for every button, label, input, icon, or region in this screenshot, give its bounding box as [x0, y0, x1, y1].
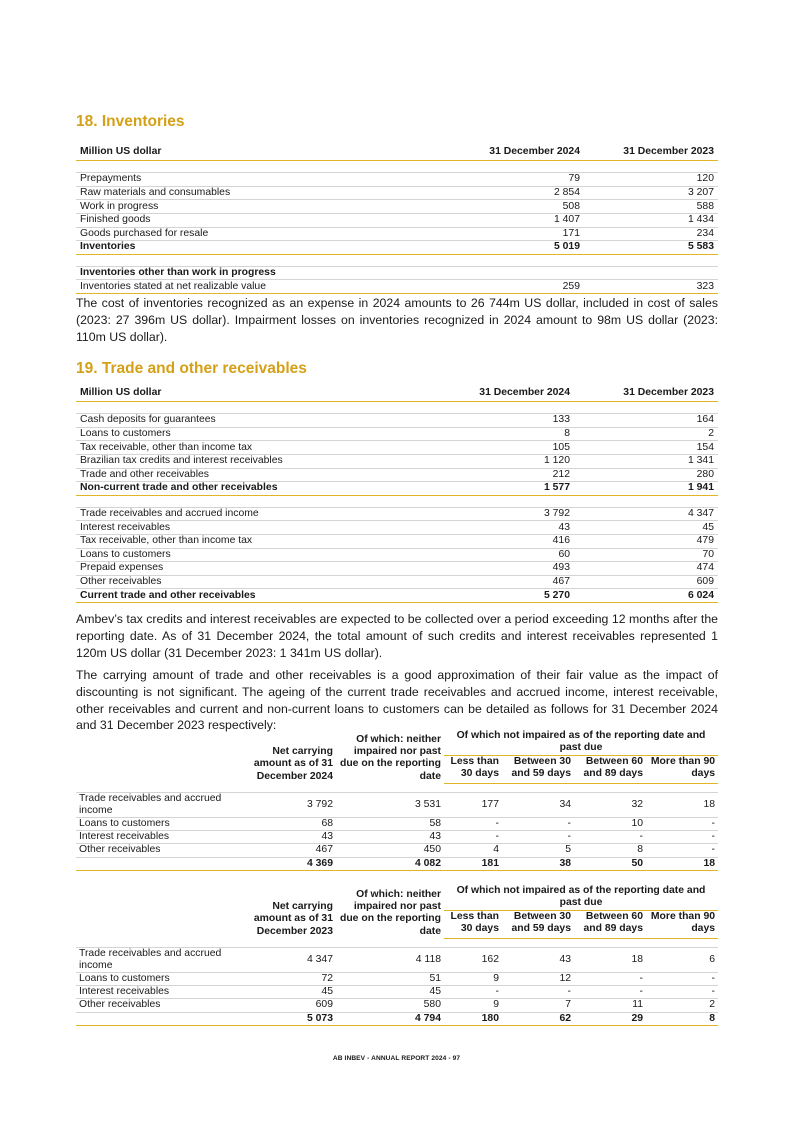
- inventories-note: The cost of inventories recognized as an expense in 2024 amounts to 26 744m US dollar, included in cost of sales (2023: 27 396m US dollar). Impairment losses on inventories recognized in 2024 amount to 98m US dollar (2023: 110m US dollar).: [76, 296, 718, 344]
- column-header: More than 90 days: [646, 755, 718, 783]
- table-row: Goods purchased for resale 171 234: [76, 227, 718, 241]
- page-footer: AB INBEV - ANNUAL REPORT 2024 - 97: [332, 1055, 461, 1062]
- receivables-paragraph-2: The carrying amount of trade and other receivables is a good approximation of their fair value as the impact of discounting is not significant. The ageing of the current trade receivables and accrued income, interest receivable, other receivables and current and non-current loans to customers can be detailed as follows for 31 December 2024 and 31 December 2023 respectively:: [76, 668, 718, 733]
- table-row: Trade receivables and accrued income 3 792 4 347: [76, 507, 718, 521]
- section-title-inventories: 18. Inventories: [76, 113, 185, 130]
- table-row: Trade receivables and accrued income 4 347 4 118 162 43 18 6: [76, 947, 718, 972]
- table-row: Brazilian tax credits and interest receivables 1 120 1 341: [76, 454, 718, 468]
- group-header: Of which not impaired as of the reporting date and past due: [444, 730, 718, 755]
- sub-heading-row: Inventories other than work in progress: [76, 266, 718, 280]
- column-header: Million US dollar: [76, 146, 326, 161]
- table-row: Loans to customers 72 51 9 12 - -: [76, 973, 718, 986]
- total-row: 5 073 4 794 180 62 29 8: [76, 1012, 718, 1025]
- total-row: 4 369 4 082 181 38 50 18: [76, 857, 718, 870]
- section-title-receivables: 19. Trade and other receivables: [76, 360, 307, 377]
- inventories-table: [76, 146, 718, 294]
- receivables-table: [76, 387, 718, 603]
- ageing-table-2023: [76, 885, 718, 1026]
- column-header: Million US dollar: [76, 387, 376, 402]
- column-header: Net carrying amount as of 31 December 2024: [253, 745, 333, 782]
- group-header: Of which not impaired as of the reporting date and past due: [444, 885, 718, 910]
- column-header: Between 60 and 89 days: [574, 755, 646, 783]
- column-header: More than 90 days: [646, 910, 718, 938]
- table-row: Work in progress 508 588: [76, 200, 718, 214]
- table-row: Trade and other receivables 212 280: [76, 468, 718, 482]
- table-row: Finished goods 1 407 1 434: [76, 213, 718, 227]
- column-header: 31 December 2024: [376, 387, 574, 402]
- table-row: Raw materials and consumables 2 854 3 207: [76, 186, 718, 200]
- column-header: Between 30 and 59 days: [502, 910, 574, 938]
- column-header: 31 December 2023: [574, 387, 718, 402]
- table-row: Loans to customers 60 70: [76, 548, 718, 562]
- table-row: Tax receivable, other than income tax 105 154: [76, 441, 718, 455]
- total-row: Current trade and other receivables 5 270 6 024: [76, 589, 718, 603]
- column-header: Between 30 and 59 days: [502, 755, 574, 783]
- column-header: Net carrying amount as of 31 December 2023: [253, 900, 333, 937]
- table-row: Interest receivables 43 45: [76, 521, 718, 535]
- table-row: Prepayments 79 120: [76, 173, 718, 187]
- ageing-table-2024: [76, 730, 718, 871]
- column-header: Of which: neither impaired nor past due on the reporting date: [339, 888, 441, 937]
- column-header: Of which: neither impaired nor past due on the reporting date: [339, 733, 441, 782]
- table-row: Cash deposits for guarantees 133 164: [76, 414, 718, 428]
- table-row: Trade receivables and accrued income 3 792 3 531 177 34 32 18: [76, 792, 718, 817]
- table-row: Other receivables 609 580 9 7 11 2: [76, 999, 718, 1012]
- receivables-paragraph-1: Ambev’s tax credits and interest receivables are expected to be collected over a period exceeding 12 months after the reporting date. As of 31 December 2024, the total amount of such credits and interest receivables represented 1 120m US dollar (31 December 2023: 1 341m US dollar).: [76, 612, 718, 660]
- table-row: Loans to customers 8 2: [76, 427, 718, 441]
- column-header: Less than 30 days: [444, 910, 502, 938]
- table-row: Loans to customers 68 58 - - 10 -: [76, 818, 718, 831]
- table-row: Interest receivables 45 45 - - - -: [76, 986, 718, 999]
- table-row: Inventories stated at net realizable value 259 323: [76, 280, 718, 294]
- table-row: Other receivables 467 450 4 5 8 -: [76, 844, 718, 857]
- table-row: Prepaid expenses 493 474: [76, 562, 718, 576]
- total-row: Non-current trade and other receivables 1 577 1 941: [76, 482, 718, 496]
- column-header: Between 60 and 89 days: [574, 910, 646, 938]
- column-header: 31 December 2024: [326, 146, 584, 161]
- column-header: Less than 30 days: [444, 755, 502, 783]
- column-header: 31 December 2023: [584, 146, 718, 161]
- table-row: Tax receivable, other than income tax 416 479: [76, 534, 718, 548]
- total-row: Inventories 5 019 5 583: [76, 241, 718, 255]
- table-row: Interest receivables 43 43 - - - -: [76, 831, 718, 844]
- table-row: Other receivables 467 609: [76, 575, 718, 589]
